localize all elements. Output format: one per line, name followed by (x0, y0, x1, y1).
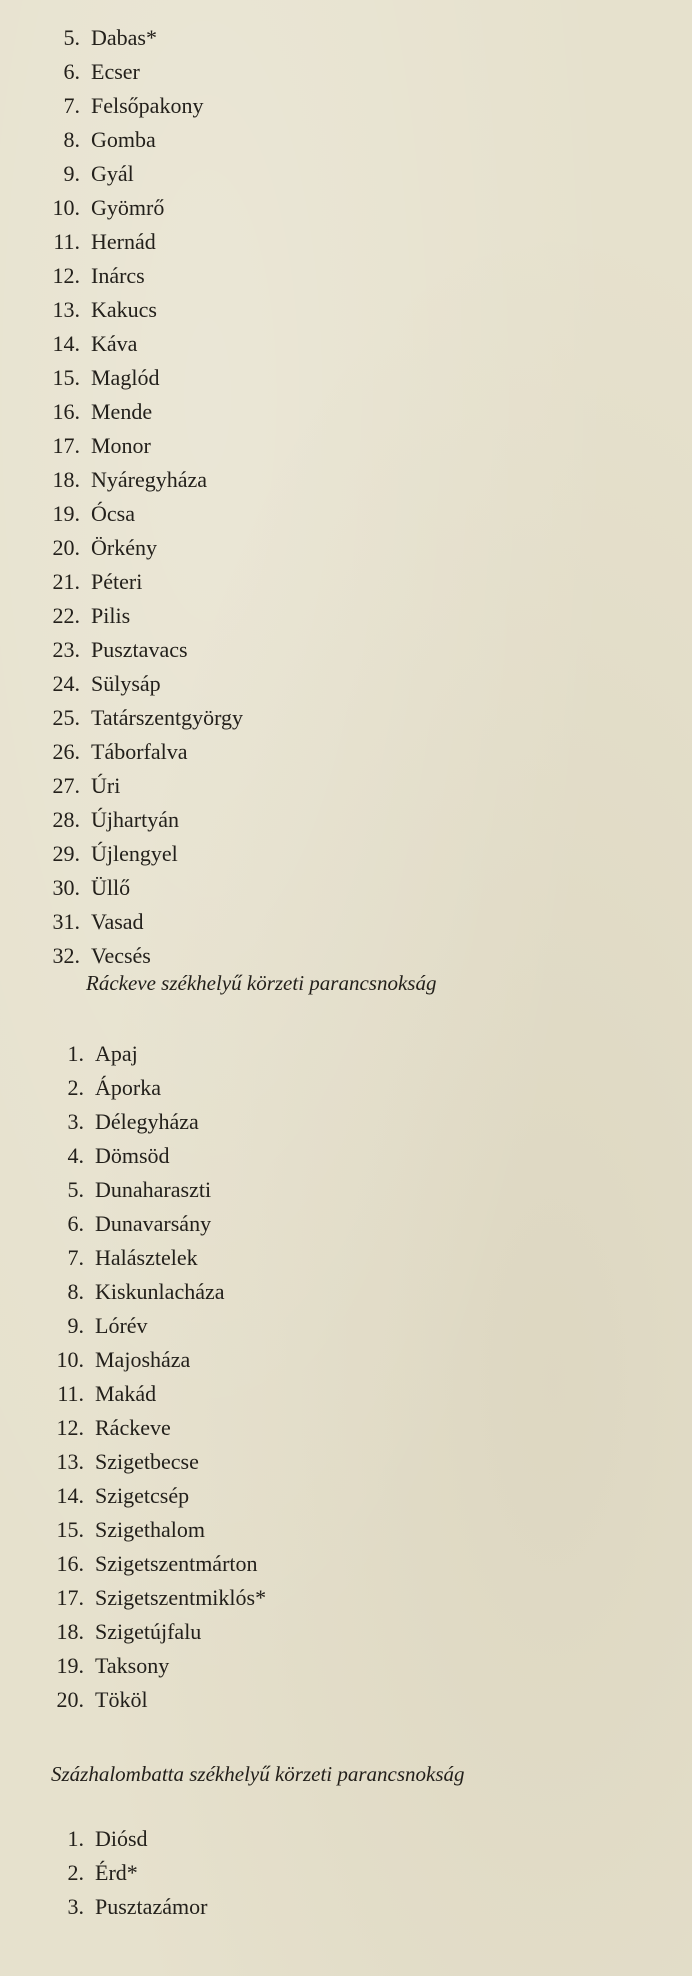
list-item (36, 1445, 266, 1479)
item-settlement-name: Monor (91, 433, 151, 458)
item-number: 1. (67, 1041, 84, 1066)
settlement-list-monor (32, 21, 243, 973)
item-settlement-name: Dunaharaszti (95, 1177, 212, 1202)
list-item (32, 123, 243, 157)
item-settlement-name: Szigetszentmiklós* (95, 1585, 267, 1610)
list-item (32, 837, 243, 871)
list-item (36, 1173, 266, 1207)
list-item (32, 327, 243, 361)
list-item (36, 1343, 266, 1377)
item-number: 3. (67, 1109, 84, 1134)
settlement-list-rackeve (36, 1037, 266, 1717)
list-item (32, 565, 243, 599)
item-number: 9. (63, 161, 80, 186)
item-number: 13. (52, 297, 80, 322)
item-settlement-name: Péteri (91, 569, 143, 594)
item-settlement-name: Szigetújfalu (95, 1619, 202, 1644)
item-number: 20. (56, 1687, 84, 1712)
list-item (36, 1071, 266, 1105)
item-settlement-name: Nyáregyháza (91, 467, 208, 492)
item-settlement-name: Dabas* (91, 25, 157, 50)
item-number: 10. (52, 195, 80, 220)
section-heading-rackeve: Ráckeve székhelyű körzeti parancsnokság (86, 971, 437, 995)
item-number: 10. (56, 1347, 84, 1372)
item-settlement-name: Pusztavacs (91, 637, 188, 662)
item-settlement-name: Inárcs (91, 263, 145, 288)
item-settlement-name: Szigetbecse (95, 1449, 199, 1474)
item-number: 12. (56, 1415, 84, 1440)
item-number: 9. (67, 1313, 84, 1338)
item-settlement-name: Szigetszentmárton (95, 1551, 258, 1576)
list-item (36, 1479, 266, 1513)
list-item (32, 157, 243, 191)
item-number: 18. (52, 467, 80, 492)
item-settlement-name: Szigetcsép (95, 1483, 190, 1508)
item-number: 17. (56, 1585, 84, 1610)
item-settlement-name: Kiskunlacháza (95, 1279, 225, 1304)
item-settlement-name: Lórév (95, 1313, 148, 1338)
item-number: 2. (67, 1075, 84, 1100)
list-item (32, 701, 243, 735)
item-settlement-name: Dunavarsány (95, 1211, 212, 1236)
item-number: 11. (57, 1381, 84, 1406)
list-item (36, 1207, 266, 1241)
item-settlement-name: Pilis (91, 603, 131, 628)
list-item (36, 1649, 266, 1683)
item-number: 1. (67, 1826, 84, 1851)
item-number: 22. (52, 603, 80, 628)
item-settlement-name: Makád (95, 1381, 157, 1406)
section-heading-szazhalombatta: Százhalombatta székhelyű körzeti parancsnokság (51, 1762, 465, 1786)
item-number: 6. (67, 1211, 84, 1236)
item-settlement-name: Dömsöd (95, 1143, 170, 1168)
list-item (36, 1856, 207, 1890)
item-number: 18. (56, 1619, 84, 1644)
item-number: 29. (52, 841, 80, 866)
list-item (36, 1309, 266, 1343)
item-number: 4. (67, 1143, 84, 1168)
item-number: 15. (52, 365, 80, 390)
list-item (32, 599, 243, 633)
item-number: 11. (53, 229, 80, 254)
list-item (36, 1890, 207, 1924)
item-settlement-name: Délegyháza (95, 1109, 199, 1134)
item-settlement-name: Újlengyel (91, 841, 178, 866)
item-settlement-name: Hernád (91, 229, 156, 254)
item-number: 6. (63, 59, 80, 84)
item-number: 25. (52, 705, 80, 730)
list-item (32, 191, 243, 225)
list-item (32, 463, 243, 497)
list-item (36, 1615, 266, 1649)
item-settlement-name: Táborfalva (91, 739, 188, 764)
list-item (32, 395, 243, 429)
item-number: 15. (56, 1517, 84, 1542)
item-number: 5. (63, 25, 80, 50)
item-number: 5. (67, 1177, 84, 1202)
item-settlement-name: Újhartyán (91, 807, 179, 832)
item-number: 26. (52, 739, 80, 764)
item-number: 2. (67, 1860, 84, 1885)
list-item (36, 1275, 266, 1309)
item-settlement-name: Sülysáp (91, 671, 161, 696)
item-settlement-name: Maglód (91, 365, 160, 390)
list-item (32, 905, 243, 939)
item-settlement-name: Érd* (95, 1860, 138, 1885)
item-settlement-name: Ócsa (91, 501, 135, 526)
item-number: 27. (52, 773, 80, 798)
list-item (32, 531, 243, 565)
item-settlement-name: Diósd (95, 1826, 148, 1851)
list-item (32, 225, 243, 259)
item-number: 17. (52, 433, 80, 458)
item-number: 8. (67, 1279, 84, 1304)
item-number: 3. (67, 1894, 84, 1919)
item-settlement-name: Áporka (95, 1075, 161, 1100)
item-number: 24. (52, 671, 80, 696)
item-settlement-name: Gomba (91, 127, 156, 152)
item-number: 7. (67, 1245, 84, 1270)
list-item (32, 429, 243, 463)
list-item (36, 1037, 266, 1071)
item-number: 16. (52, 399, 80, 424)
item-number: 14. (52, 331, 80, 356)
list-item (36, 1139, 266, 1173)
item-settlement-name: Gyömrő (91, 195, 165, 220)
item-settlement-name: Ecser (91, 59, 140, 84)
item-settlement-name: Tököl (95, 1687, 148, 1712)
list-item (32, 21, 243, 55)
item-number: 31. (52, 909, 80, 934)
item-settlement-name: Felsőpakony (91, 93, 204, 118)
settlement-list-szazhalombatta (36, 1822, 207, 1924)
list-item (32, 667, 243, 701)
list-item (36, 1241, 266, 1275)
list-item (36, 1105, 266, 1139)
list-item (32, 89, 243, 123)
list-item (36, 1822, 207, 1856)
item-number: 16. (56, 1551, 84, 1576)
item-settlement-name: Ráckeve (95, 1415, 171, 1440)
list-item (36, 1377, 266, 1411)
item-number: 30. (52, 875, 80, 900)
list-item (36, 1683, 266, 1717)
item-settlement-name: Mende (91, 399, 153, 424)
item-number: 21. (52, 569, 80, 594)
item-settlement-name: Örkény (91, 535, 157, 560)
list-item (36, 1513, 266, 1547)
list-item (36, 1581, 266, 1615)
list-item (32, 871, 243, 905)
item-number: 13. (56, 1449, 84, 1474)
item-number: 7. (63, 93, 80, 118)
item-number: 8. (63, 127, 80, 152)
list-item (32, 803, 243, 837)
item-number: 23. (52, 637, 80, 662)
item-settlement-name: Pusztazámor (95, 1894, 208, 1919)
item-settlement-name: Úri (91, 773, 121, 798)
item-number: 28. (52, 807, 80, 832)
item-settlement-name: Vasad (91, 909, 144, 934)
item-settlement-name: Gyál (91, 161, 134, 186)
item-settlement-name: Szigethalom (95, 1517, 205, 1542)
list-item (32, 293, 243, 327)
list-item (32, 769, 243, 803)
item-number: 32. (52, 943, 80, 968)
item-number: 12. (52, 263, 80, 288)
item-number: 19. (56, 1653, 84, 1678)
item-settlement-name: Halásztelek (95, 1245, 198, 1270)
list-item (32, 259, 243, 293)
item-settlement-name: Taksony (95, 1653, 170, 1678)
list-item (32, 497, 243, 531)
item-number: 19. (52, 501, 80, 526)
item-settlement-name: Majosháza (95, 1347, 191, 1372)
item-number: 20. (52, 535, 80, 560)
item-settlement-name: Tatárszentgyörgy (91, 705, 244, 730)
item-settlement-name: Káva (91, 331, 138, 356)
item-settlement-name: Kakucs (91, 297, 157, 322)
item-number: 14. (56, 1483, 84, 1508)
item-settlement-name: Vecsés (91, 943, 151, 968)
list-item (32, 361, 243, 395)
list-item (32, 735, 243, 769)
item-settlement-name: Üllő (91, 875, 131, 900)
list-item (36, 1547, 266, 1581)
list-item (36, 1411, 266, 1445)
item-settlement-name: Apaj (95, 1041, 138, 1066)
list-item (32, 55, 243, 89)
list-item (32, 633, 243, 667)
